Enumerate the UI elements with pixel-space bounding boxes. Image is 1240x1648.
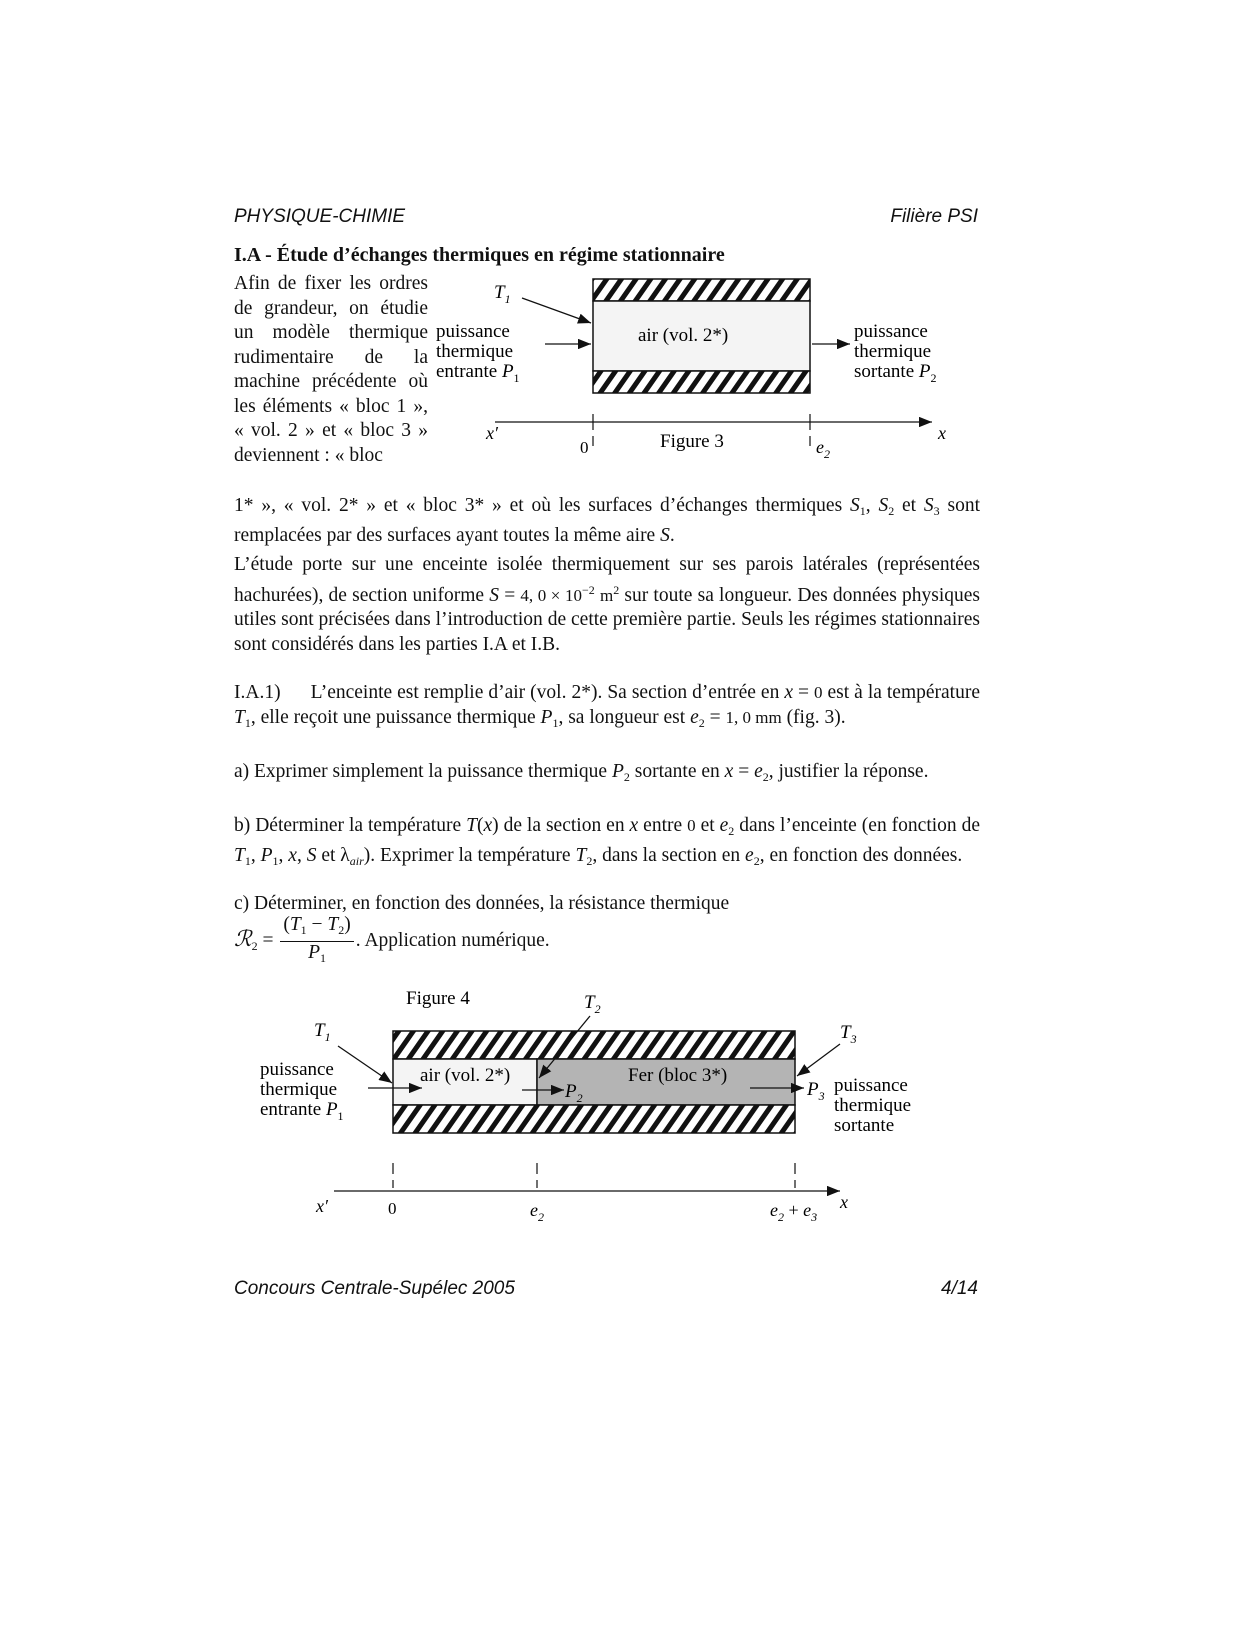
fig3-out-l1: puissance [854, 321, 928, 342]
fig4-T3-pointer [797, 1044, 840, 1076]
fig4-iron-label: Fer (bloc 3*) [628, 1065, 728, 1086]
fig3-origin: 0 [580, 438, 589, 457]
fig4-out-l3: sortante [834, 1115, 895, 1136]
fig4-top-wall [393, 1031, 795, 1059]
fig3-out-l2: thermique [854, 341, 932, 362]
fig3-T1-pointer [522, 298, 591, 323]
header-track: Filière PSI [890, 206, 978, 227]
question-c: c) Déterminer, en fonction des données, la résistance thermique [234, 893, 730, 914]
fig4-air-label: air (vol. 2*) [420, 1065, 511, 1086]
fig4-xprime: x′ [316, 1196, 328, 1216]
section-value: 4, 0 × 10 [520, 585, 582, 605]
fig4-T1-label: $T_1$ [314, 1020, 331, 1044]
intro-column: Afin de fixer les ordres de grandeur, on étudie un modèle thermique rudimentaire de la machine précédente où les éléments « bloc 1 », « vol. 2 » et « bloc 3 » deviennent : « bloc [234, 273, 428, 466]
fig4-caption: Figure 4 [406, 988, 470, 1009]
intro-continuation: 1* », « vol. 2* » et « bloc 3* » et où les surfaces d’échanges thermiques $S_1$, $S_2$ et $S_3$ sont remplacées par des surfaces ayant toutes la même aire S. [234, 495, 981, 546]
fig3-top-wall [593, 279, 810, 301]
fig4-T3-label: $T_3$ [840, 1022, 857, 1046]
fig4-in-l1: puissance [260, 1059, 334, 1080]
section-title: I.A - Étude d’échanges thermiques en régime stationnaire [234, 244, 725, 266]
fig4-e2-e3: $e_2 + e_3$ [770, 1200, 818, 1224]
header-subject: PHYSIQUE-CHIMIE [234, 206, 406, 227]
fig4-origin: 0 [388, 1199, 397, 1218]
fig3-T1-label: $T_1$ [494, 282, 511, 306]
figure-4 [250, 988, 970, 1248]
svg-text:entrante P1: entrante $P_1$ [436, 361, 520, 385]
fig4-out-l1: puissance [834, 1075, 908, 1096]
paragraph-enclosure: L’étude porte sur une enceinte isolée thermiquement sur ses parois latérales (représentées hachurées), de section uniforme S = 4, $0 \times 10^{-2}$ $m^2$ sur toute sa longueur. Des données physiques utiles sont précisées dans l’introduction de cette première partie. Seuls les régimes stationnaires sont considérés dans les parties I.A et I.B. [234, 554, 980, 655]
resistance-formula: ℛ$_2$ = $\frac{(T_1 - T_2)}{P_1}$ . Application numérique. [234, 914, 550, 965]
fig3-e2: $e_2$ [816, 437, 830, 461]
footer-page-number: 4/14 [941, 1278, 978, 1299]
fig3-xprime: x′ [486, 423, 498, 443]
fig4-T2-label: $T_2$ [584, 992, 601, 1016]
fig4-T1-pointer [338, 1046, 392, 1083]
fig3-in-l3: entrante [436, 361, 498, 382]
fig4-x: x [840, 1192, 848, 1212]
fig4-in-l2: thermique [260, 1079, 338, 1100]
fig3-out-l3: sortante [854, 361, 915, 382]
fig4-in-l3: entrante [260, 1099, 322, 1120]
fig3-in-l1: puissance [436, 321, 510, 342]
fig4-out-l2: thermique [834, 1095, 912, 1116]
fig3-in-l2: thermique [436, 341, 514, 362]
fig4-P2-label: $P_2$ [565, 1081, 583, 1105]
svg-text:entrante P1: entrante $P_1$ [260, 1099, 344, 1123]
question-a: a) Exprimer simplement la puissance thermique $P_2$ sortante en $x = e_2$, justifier la réponse. [234, 761, 929, 784]
svg-text:sortante P2: sortante $P_2$ [854, 361, 937, 385]
footer-contest: Concours Centrale-Supélec 2005 [234, 1278, 515, 1299]
question-IA1-label: I.A.1) [234, 682, 281, 703]
fig3-x: x [938, 423, 946, 443]
fig3-bottom-wall [593, 371, 810, 393]
fig4-P3-label: $P_3$ [807, 1079, 825, 1103]
fig3-caption: Figure 3 [660, 431, 724, 452]
fig4-e2: $e_2$ [530, 1200, 544, 1224]
fig4-bottom-wall [393, 1105, 795, 1133]
fig3-medium-label: air (vol. 2*) [638, 325, 729, 346]
figure-3 [430, 276, 950, 476]
question-IA1: I.A.1) L’enceinte est remplie d’air (vol. 2*). Sa section d’entrée en x = 0 est à la température $T_1$, elle reçoit une puissance thermique $P_1$, sa longueur est $e_2 = 1$, 0 mm (fig. 3). [234, 682, 980, 730]
question-b: b) Déterminer la température T(x) de la section en x entre 0 et $e_2$ dans l’enceinte (en fonction de $T_1$, $P_1$, x, S et $\lambda_{air}$). Exprimer la température $T_2$, dans la section en $e_2$, en fonction des données. [234, 815, 981, 868]
